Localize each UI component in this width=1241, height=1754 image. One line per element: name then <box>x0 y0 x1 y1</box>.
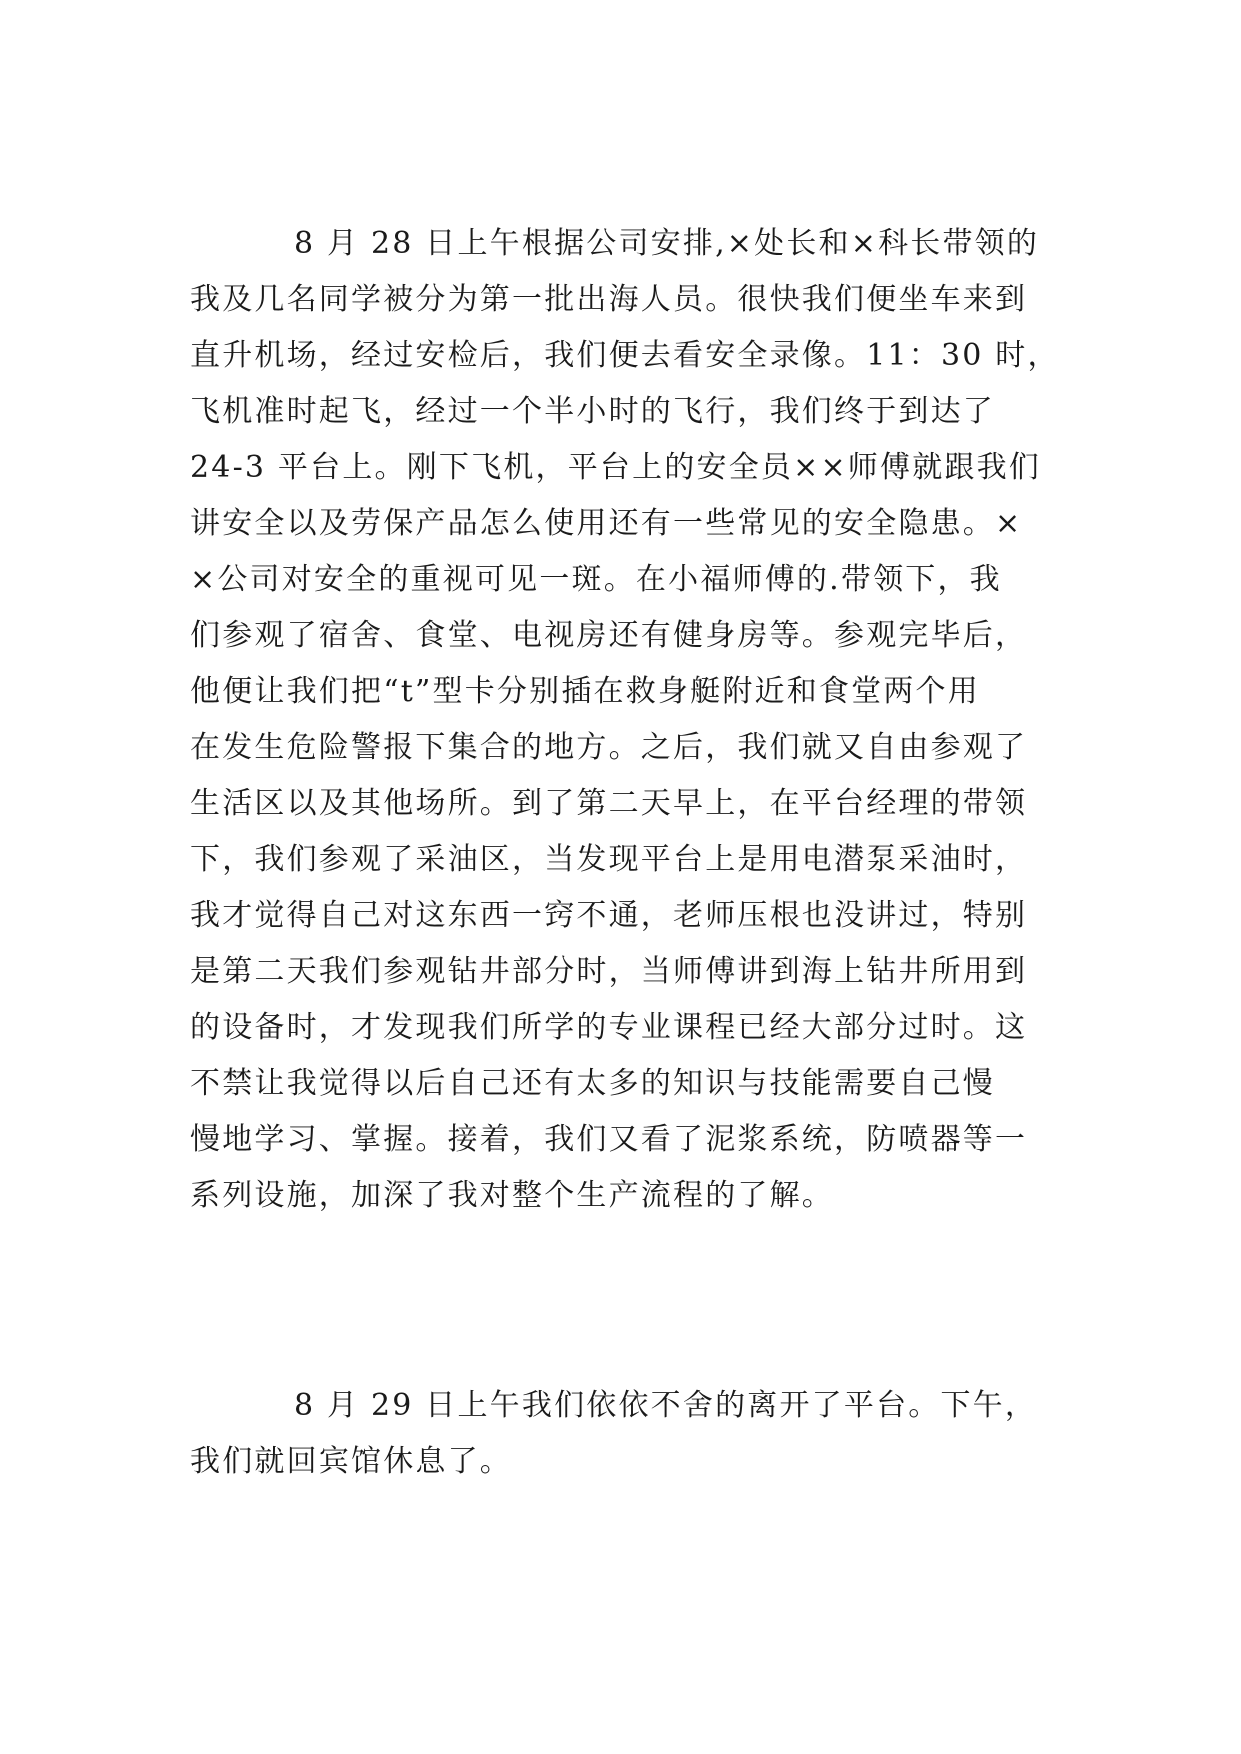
paragraph-line: 讲安全以及劳保产品怎么使用还有一些常见的安全隐患。× <box>190 506 1023 541</box>
paragraph-line: 生活区以及其他场所。到了第二天早上，在平台经理的带领 <box>190 786 1028 821</box>
paragraph-line: 系列设施，加深了我对整个生产流程的了解。 <box>190 1178 834 1213</box>
paragraph-line: 是第二天我们参观钻井部分时，当师傅讲到海上钻井所用到 <box>190 954 1028 989</box>
paragraph-line: 24-3 平台上。刚下飞机，平台上的安全员××师傅就跟我们 <box>190 450 1042 485</box>
paragraph-line: 8 月 28 日上午根据公司安排,×处长和×科长带领的 <box>294 226 1040 261</box>
paragraph-line: 慢地学习、掌握。接着，我们又看了泥浆系统，防喷器等一 <box>190 1122 1028 1157</box>
paragraph-line: 8 月 29 日上午我们依依不舍的离开了平台。下午， <box>294 1388 1038 1423</box>
paragraph-line: 不禁让我觉得以后自己还有太多的知识与技能需要自己慢 <box>190 1066 995 1101</box>
paragraph-line: 他便让我们把“t”型卡分别插在救身艇附近和食堂两个用 <box>190 674 980 709</box>
paragraph-line: 直升机场，经过安检后，我们便去看安全录像。11：30 时， <box>190 338 1060 373</box>
paragraph-platform-visit <box>190 216 1060 1224</box>
paragraph-line: 们参观了宿舍、食堂、电视房还有健身房等。参观完毕后， <box>190 618 1028 653</box>
paragraph-line: 我才觉得自己对这东西一窍不通，老师压根也没讲过，特别 <box>190 898 1028 933</box>
paragraph-line: 飞机准时起飞，经过一个半小时的飞行，我们终于到达了 <box>190 394 995 429</box>
paragraph-departure <box>190 1378 1052 1490</box>
paragraph-line: 的设备时，才发现我们所学的专业课程已经大部分过时。这 <box>190 1010 1028 1045</box>
paragraph-line: ×公司对安全的重视可见一斑。在小福师傅的.带领下，我 <box>190 562 1002 597</box>
paragraph-line: 我们就回宾馆休息了。 <box>190 1444 512 1479</box>
paragraph-line: 下，我们参观了采油区，当发现平台上是用电潜泵采油时， <box>190 842 1028 877</box>
paragraph-line: 在发生危险警报下集合的地方。之后，我们就又自由参观了 <box>190 730 1028 765</box>
paragraph-line: 我及几名同学被分为第一批出海人员。很快我们便坐车来到 <box>190 282 1028 317</box>
